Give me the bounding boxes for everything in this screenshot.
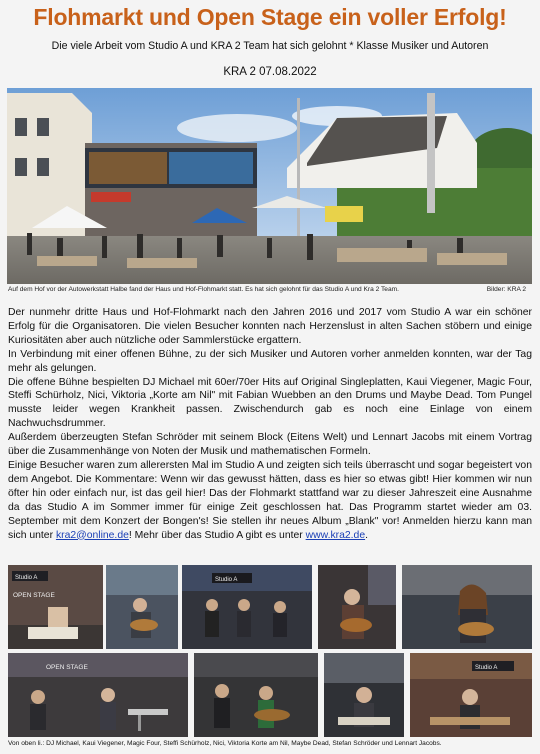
photo-dj-michael: [8, 565, 103, 649]
hero-photo: [7, 88, 532, 284]
paragraph: In Verbindung mit einer offenen Bühne, zu der sich Musiker und Autoren vorher anmelden konnten, war der Tag mehr als gelungen.: [8, 348, 532, 374]
hero-caption: Auf dem Hof vor der Autowerkstatt Halbe fand der Haus und Hof-Flohmarkt statt. Es hat sich gelohnt für das Studio A und Kra 2 Team. Bilder: KRA 2: [8, 286, 526, 293]
open-stage-sign: OPEN STAGE: [13, 592, 55, 599]
photo-lennart-jacobs: [410, 653, 532, 737]
paragraph: Die offene Bühne bespielten DJ Michael mit 60er/70er Hits auf Original Singleplatten, Kaui Viegener, Magic Four, Steffi Schürholz, Nici, Viktoria „Korte am Nil" mit Fabian Wuebben an den Drums und Maybe Dead. Tom Pungel musste leider wegen Krankheit passen. Zwischendurch gab es noch eine Einlage von einem Nachwuchsdrummer.: [8, 376, 532, 430]
dateline: KRA 2 07.08.2022: [223, 66, 317, 78]
photo-steffi-schuerholz: [318, 565, 396, 649]
photo-kaui-viegener: [106, 565, 178, 649]
studio-a-sign: Studio A: [215, 577, 238, 583]
paragraph: Außerdem überzeugten Stefan Schröder mit seinem Block (Eitens Welt) und Lennart Jacobs mit einem Vortrag über die Zusammenhänge von Noten der Musik und mathematischen Formeln.: [8, 432, 532, 458]
open-stage-sign: OPEN STAGE: [46, 664, 88, 671]
photo-viktoria-korte-am-nil: [8, 653, 188, 737]
photo-credit: Bilder: KRA 2: [486, 286, 526, 293]
photo-magic-four: [182, 565, 312, 649]
subtitle: Die viele Arbeit vom Studio A und KRA 2 Team hat sich gelohnt * Klasse Musiker und Autoren: [51, 40, 489, 52]
paragraph: Der nunmehr dritte Haus und Hof-Flohmarkt nach den Jahren 2016 und 2017 vom Studio A war ein schöner Erfolg für die Organisatoren. Die vielen Besucher konnten nach Herzenslust in alten Sachen stöbern und einige Kuriositäten aber auch nützliche oder Sammlerstücke ergattern.: [8, 307, 532, 346]
article-body: [8, 306, 532, 542]
studio-a-sign: Studio A: [475, 665, 498, 671]
paragraph-last: Einige Besucher waren zum allerersten Mal im Studio A und zeigten sich teils überrascht und sogar begeistert von dem Angebot. Die Kommentare: Wenn wir das gewusst hätten, dass es hier so etwas gibt! Hier kommen wir nun öfter hin oder einfach nur, ist das geil hier! Das der Flohmarkt stattfand war zu dieser Jahreszeit eine Ausnahme da das Studio A im Sommer immer für einige Zeit geschlossen hat. Das Programm startet wieder am 03. September mit dem Konzert der Bongen's! Sie stellen ihr neues Album „Blank" vor! Anmelden hierzu kann man sich unter kra2@online.de! Mehr über das Studio A gibt es unter www.kra2.de.: [8, 459, 532, 541]
photo-caption: Von oben li.: DJ Michael, Kaui Viegener, Magic Four, Steffi Schürholz, Nici, Viktoria Korte am Nil, Maybe Dead, Stefan Schröder und Lennart Jacobs.: [8, 740, 442, 747]
photo-nici: [402, 565, 532, 649]
headline: Flohmarkt und Open Stage ein voller Erfolg!: [33, 4, 507, 30]
email-link[interactable]: kra2@online.de: [55, 529, 129, 541]
photo-stefan-schroeder: [324, 653, 404, 737]
studio-a-sign: Studio A: [15, 575, 38, 581]
website-link[interactable]: www.kra2.de: [305, 529, 366, 541]
photo-maybe-dead: [194, 653, 318, 737]
